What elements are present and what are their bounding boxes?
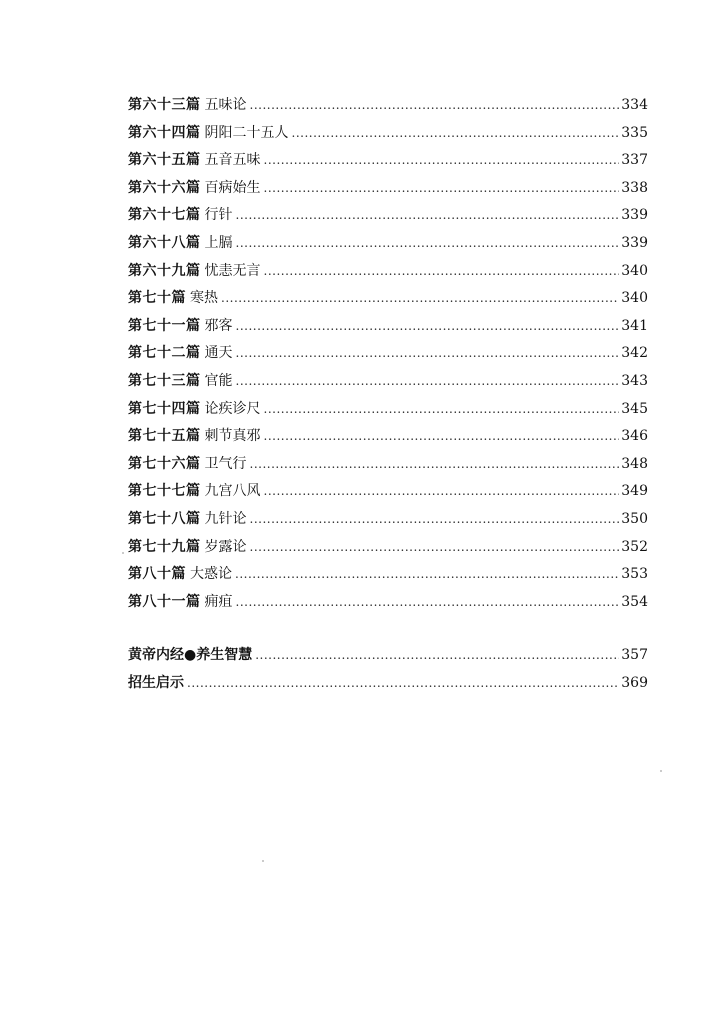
page-number: 340 bbox=[621, 262, 648, 279]
chapter-title: 九针论 bbox=[204, 510, 247, 527]
chapter-number: 第七十九篇 bbox=[128, 538, 201, 555]
chapter-number: 第八十一篇 bbox=[128, 593, 201, 610]
page-number: 350 bbox=[621, 510, 648, 527]
toc-section-enrollment-notice[interactable] bbox=[128, 670, 648, 698]
dot-leader bbox=[264, 478, 620, 506]
dot-leader bbox=[250, 92, 620, 120]
section-title: 招生启示 bbox=[128, 674, 184, 691]
chapter-title: 官能 bbox=[204, 372, 233, 389]
toc-entry-73[interactable] bbox=[128, 368, 648, 396]
dot-leader bbox=[264, 147, 620, 175]
dot-leader bbox=[236, 589, 620, 617]
dot-leader bbox=[264, 423, 620, 451]
page-number: 343 bbox=[621, 372, 648, 389]
page-number: 338 bbox=[621, 179, 648, 196]
toc-entry-67[interactable] bbox=[128, 202, 648, 230]
toc-entry-72[interactable] bbox=[128, 340, 648, 368]
page-number: 353 bbox=[621, 566, 648, 583]
chapter-title: 阴阳二十五人 bbox=[204, 124, 289, 141]
page-number: 341 bbox=[621, 317, 648, 334]
chapter-title: 五味论 bbox=[204, 97, 247, 113]
toc-entry-65[interactable] bbox=[128, 147, 648, 175]
page-number: 334 bbox=[621, 97, 648, 113]
chapter-number: 第七十八篇 bbox=[128, 510, 201, 527]
section-title: 黄帝内经●养生智慧 bbox=[128, 647, 253, 664]
chapter-title: 邪客 bbox=[204, 317, 233, 334]
dot-leader bbox=[236, 368, 620, 396]
chapter-number: 第七十二篇 bbox=[128, 345, 201, 362]
chapter-number: 第七十四篇 bbox=[128, 400, 201, 417]
chapter-title: 寒热 bbox=[190, 290, 218, 307]
chapter-number: 第六十五篇 bbox=[128, 152, 201, 169]
dot-leader bbox=[250, 506, 620, 534]
chapter-title: 通天 bbox=[204, 345, 233, 362]
toc-entry-66[interactable] bbox=[128, 175, 648, 203]
scan-speck bbox=[262, 860, 264, 862]
toc-entry-77[interactable] bbox=[128, 478, 648, 506]
chapter-title: 忧恚无言 bbox=[204, 262, 261, 279]
chapter-number: 第七十七篇 bbox=[128, 483, 201, 500]
dot-leader bbox=[264, 396, 620, 424]
chapter-title: 论疾诊尺 bbox=[204, 400, 261, 417]
toc-entry-81[interactable] bbox=[128, 589, 648, 617]
chapter-number: 第六十三篇 bbox=[128, 97, 201, 113]
chapter-number: 第七十三篇 bbox=[128, 372, 201, 389]
toc-entry-75[interactable] bbox=[128, 423, 648, 451]
page-number: 340 bbox=[621, 290, 648, 307]
dot-leader bbox=[292, 120, 620, 148]
toc-entry-74[interactable] bbox=[128, 396, 648, 424]
chapter-number: 第七十篇 bbox=[128, 290, 186, 307]
toc-entry-69[interactable] bbox=[128, 258, 648, 286]
dot-leader bbox=[235, 561, 619, 589]
toc-section-health-wisdom[interactable] bbox=[128, 642, 648, 670]
toc-entry-70[interactable] bbox=[128, 285, 648, 313]
toc-entry-78[interactable] bbox=[128, 506, 648, 534]
table-of-contents bbox=[128, 92, 648, 697]
dot-leader bbox=[236, 230, 620, 258]
page-number: 352 bbox=[621, 538, 648, 555]
chapter-title: 刺节真邪 bbox=[204, 428, 261, 445]
scan-speck bbox=[660, 770, 662, 772]
page-number: 345 bbox=[621, 400, 648, 417]
chapter-title: 行针 bbox=[204, 207, 233, 224]
page-number: 348 bbox=[621, 455, 648, 472]
dot-leader bbox=[264, 175, 620, 203]
page-number: 357 bbox=[621, 647, 648, 664]
page-number: 354 bbox=[621, 593, 648, 610]
section-spacer bbox=[128, 616, 648, 642]
chapter-title: 卫气行 bbox=[204, 455, 247, 472]
chapter-number: 第六十四篇 bbox=[128, 124, 201, 141]
toc-entry-71[interactable] bbox=[128, 313, 648, 341]
dot-leader bbox=[187, 670, 619, 698]
toc-entry-76[interactable] bbox=[128, 451, 648, 479]
chapter-title: 九宫八风 bbox=[204, 483, 261, 500]
dot-leader bbox=[236, 202, 620, 230]
chapter-number: 第八十篇 bbox=[128, 566, 186, 583]
dot-leader bbox=[236, 340, 620, 368]
chapter-title: 大惑论 bbox=[190, 566, 232, 583]
page-number: 349 bbox=[621, 483, 648, 500]
chapter-number: 第六十九篇 bbox=[128, 262, 201, 279]
toc-entry-79[interactable] bbox=[128, 534, 648, 562]
dot-leader bbox=[264, 258, 620, 286]
toc-entry-64[interactable] bbox=[128, 120, 648, 148]
dot-leader bbox=[236, 313, 620, 341]
chapter-number: 第六十七篇 bbox=[128, 207, 201, 224]
dot-leader bbox=[221, 285, 619, 313]
chapter-number: 第七十六篇 bbox=[128, 455, 201, 472]
page-number: 346 bbox=[621, 428, 648, 445]
page-number: 335 bbox=[621, 124, 648, 141]
dot-leader bbox=[250, 451, 620, 479]
toc-entry-63[interactable] bbox=[128, 92, 648, 120]
dot-leader bbox=[250, 534, 620, 562]
chapter-title: 百病始生 bbox=[204, 179, 261, 196]
toc-entry-68[interactable] bbox=[128, 230, 648, 258]
page-number: 339 bbox=[621, 234, 648, 251]
scan-speck bbox=[122, 552, 124, 554]
chapter-number: 第六十八篇 bbox=[128, 234, 201, 251]
chapter-title: 痈疽 bbox=[204, 593, 233, 610]
toc-entry-80[interactable] bbox=[128, 561, 648, 589]
page-number: 342 bbox=[621, 345, 648, 362]
page-number: 339 bbox=[621, 207, 648, 224]
chapter-number: 第七十五篇 bbox=[128, 428, 201, 445]
chapter-number: 第七十一篇 bbox=[128, 317, 201, 334]
page-number: 369 bbox=[621, 674, 648, 691]
dot-leader bbox=[255, 642, 619, 670]
chapter-number: 第六十六篇 bbox=[128, 179, 201, 196]
chapter-title: 五音五味 bbox=[204, 152, 261, 169]
chapter-title: 岁露论 bbox=[204, 538, 247, 555]
chapter-title: 上膈 bbox=[204, 234, 233, 251]
page-number: 337 bbox=[621, 152, 648, 169]
